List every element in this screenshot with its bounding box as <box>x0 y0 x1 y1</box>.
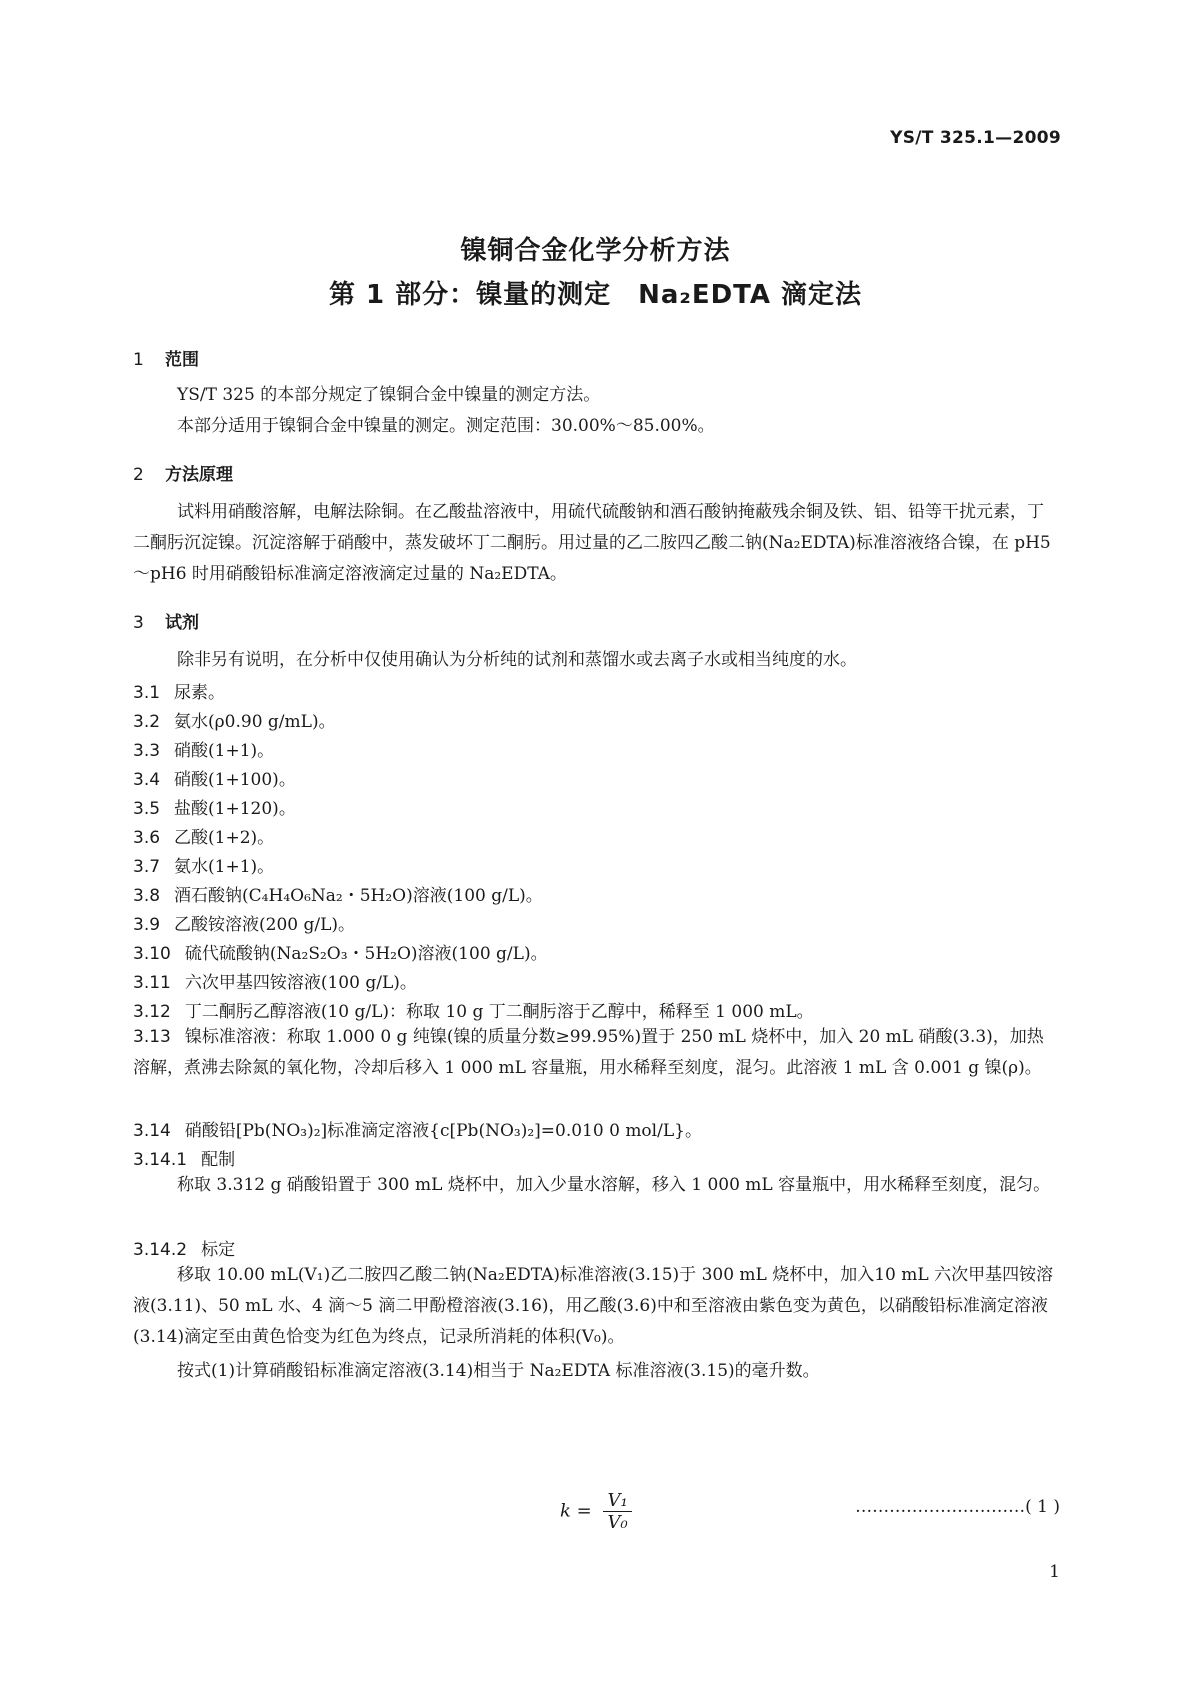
subsection-3-14-2-text: 移取 10.00 mL(V₁)乙二胺四乙酸二钠(Na₂EDTA)标准溶液(3.15)于 300 mL 烧杯中，加入10 mL 六次甲基四铵溶液(3.11)、50 mL 水、4 滴～5 滴二甲酚橙溶液(3.16)，用乙酸(3.6)中和至溶液由紫色变为黄色，以硝酸铅标准滴定溶液(3.14)滴定至由黄色恰变为红色为终点，记录所消耗的体积(V₀)。 <box>133 1265 1054 1347</box>
section-heading-1: 1 范围 <box>133 350 199 370</box>
reagent-item: 3.4 硝酸(1+100)。 <box>133 770 296 790</box>
section-3-intro: 除非另有说明，在分析中仅使用确认为分析纯的试剂和蒸馏水或去离子水或相当纯度的水。 <box>177 650 857 670</box>
reagent-item: 3.12 丁二酮肟乙醇溶液(10 g/L)：称取 10 g 丁二酮肟溶于乙醇中，稀释至 1 000 mL。 <box>133 1002 814 1022</box>
section-heading-2: 2 方法原理 <box>133 465 233 485</box>
section-heading-3: 3 试剂 <box>133 613 199 633</box>
page-number: 1 <box>1049 1562 1060 1582</box>
reagent-item: 3.5 盐酸(1+120)。 <box>133 799 296 819</box>
reagent-item: 3.3 硝酸(1+1)。 <box>133 741 275 761</box>
reagent-item: 3.8 酒石酸钠(C₄H₄O₆Na₂・5H₂O)溶液(100 g/L)。 <box>133 886 543 906</box>
reagent-item: 3.9 乙酸铵溶液(200 g/L)。 <box>133 915 356 935</box>
fraction: $\frac{\text{V₁}}{\text{V₀}}$ <box>603 1490 631 1533</box>
reagent-item: 3.10 硫代硫酸钠(Na₂S₂O₃・5H₂O)溶液(100 g/L)。 <box>133 944 548 964</box>
section-1-paragraph-1: YS/T 325 的本部分规定了镍铜合金中镍量的测定方法。 <box>177 385 601 405</box>
formula-1: k = $\frac{\text{V₁}}{\text{V₀}}$ <box>560 1490 632 1533</box>
reagent-3-14: 3.14 硝酸铅[Pb(NO₃)₂]标准滴定溶液{c[Pb(NO₃)₂]=0.010 0 mol/L}。 <box>133 1121 702 1141</box>
reagent-item: 3.6 乙酸(1+2)。 <box>133 828 275 848</box>
formula-number: …………………………( 1 ) <box>855 1497 1060 1517</box>
subsection-3-14-2: 3.14.2 标定 <box>133 1240 236 1260</box>
section-2-paragraph: 试料用硝酸溶解，电解法除铜。在乙酸盐溶液中，用硫代硫酸钠和酒石酸钠掩蔽残余铜及铁、铝、铅等干扰元素，丁二酮肟沉淀镍。沉淀溶解于硝酸中，蒸发破坏丁二酮肟。用过量的乙二胺四乙酸二钠(Na₂EDTA)标准溶液络合镍，在 pH5～pH6 时用硝酸铅标准滴定溶液滴定过量的 Na₂EDTA。 <box>133 502 1051 584</box>
document-title-line2: 第 1 部分：镍量的测定 Na₂EDTA 滴定法 <box>328 280 863 310</box>
subsection-3-14-2-text2: 按式(1)计算硝酸铅标准滴定溶液(3.14)相当于 Na₂EDTA 标准溶液(3.15)的毫升数。 <box>177 1361 820 1381</box>
reagent-item: 3.1 尿素。 <box>133 683 226 703</box>
standard-code: YS/T 325.1—2009 <box>890 128 1061 148</box>
document-title-line1: 镍铜合金化学分析方法 <box>460 236 731 266</box>
subsection-3-14-1-text: 称取 3.312 g 硝酸铅置于 300 mL 烧杯中，加入少量水溶解，移入 1 000 mL 容量瓶中，用水稀释至刻度，混匀。 <box>177 1175 1051 1195</box>
section-1-paragraph-2: 本部分适用于镍铜合金中镍量的测定。测定范围：30.00%～85.00%。 <box>177 416 715 436</box>
reagent-3-13: 3.13 镍标准溶液：称取 1.000 0 g 纯镍(镍的质量分数≥99.95%)置于 250 mL 烧杯中，加入 20 mL 硝酸(3.3)，加热溶解，煮沸去除氮的氧化物，冷却后移入 1 000 mL 容量瓶，用水稀释至刻度，混匀。此溶液 1 mL 含 0.001 g 镍(ρ)。 <box>133 1027 1044 1078</box>
reagent-item: 3.11 六次甲基四铵溶液(100 g/L)。 <box>133 973 417 993</box>
subsection-3-14-1: 3.14.1 配制 <box>133 1150 236 1170</box>
reagent-item: 3.7 氨水(1+1)。 <box>133 857 275 877</box>
reagent-item: 3.2 氨水(ρ0.90 g/mL)。 <box>133 712 336 732</box>
